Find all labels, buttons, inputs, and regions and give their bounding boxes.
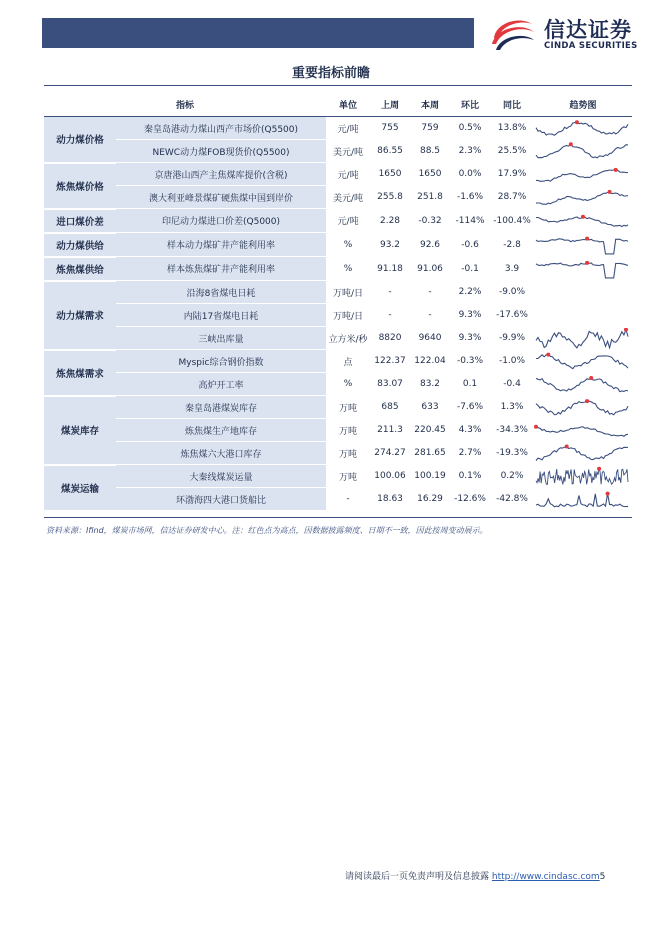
sparkline-high-point [606, 491, 610, 495]
wow-cell: 2.3% [450, 140, 490, 163]
trend-sparkline [534, 187, 630, 208]
sparkline-high-point [534, 424, 538, 428]
sparkline-series [536, 426, 628, 436]
trend-cell [534, 281, 632, 304]
indicator-table [44, 92, 632, 512]
table-row [44, 304, 632, 327]
wow-cell: -7.6% [450, 396, 490, 419]
trend-sparkline [534, 210, 630, 231]
last-week-cell: 86.55 [370, 140, 410, 163]
trend-sparkline [534, 466, 630, 487]
yoy-cell: -9.0% [490, 281, 534, 304]
trend-sparkline [534, 420, 630, 441]
sparkline-high-point [569, 142, 573, 146]
sparkline-series [536, 329, 628, 347]
last-week-cell: 122.37 [370, 350, 410, 373]
this-week-cell: 1650 [410, 163, 450, 186]
source-note: 资料来源：Ifind，煤炭市场网，信达证券研发中心。注：红色点为高点，因数据披露频度、日期不一致，因此按周变动展示。 [46, 526, 488, 535]
yoy-cell: -9.9% [490, 327, 534, 350]
trend-cell [534, 419, 632, 442]
table-header-row [44, 92, 632, 117]
yoy-cell: 13.8% [490, 117, 534, 140]
sparkline-series [536, 122, 628, 135]
category-label: 炼焦煤价格 [44, 163, 116, 209]
unit-cell: 万吨 [326, 419, 370, 442]
table-row [44, 373, 632, 396]
cinda-logo-icon [490, 14, 536, 54]
this-week-cell: 92.6 [410, 233, 450, 257]
trend-cell [534, 140, 632, 163]
trend-sparkline [534, 141, 630, 162]
last-week-cell: 8820 [370, 327, 410, 350]
this-week-cell: 16.29 [410, 488, 450, 511]
website-link[interactable]: http://www.cindasc.com [491, 872, 600, 882]
sparkline-series [536, 169, 628, 180]
indicator-name: 沿海8省煤电日耗 [116, 281, 326, 304]
table-row [44, 396, 632, 419]
page-number: 5 [599, 872, 606, 882]
header-last-week: 上周 [370, 92, 410, 117]
this-week-cell: 100.19 [410, 465, 450, 488]
trend-sparkline [534, 351, 630, 372]
sparkline-high-point [608, 189, 612, 193]
trend-cell [534, 373, 632, 396]
sparkline-high-point [575, 120, 579, 124]
trend-cell [534, 163, 632, 186]
sparkline-high-point [585, 237, 589, 241]
sparkline-high-point [589, 376, 593, 380]
sparkline-series [536, 263, 628, 278]
unit-cell: 美元/吨 [326, 186, 370, 209]
table-row [44, 419, 632, 442]
unit-cell: 元/吨 [326, 209, 370, 233]
last-week-cell: 1650 [370, 163, 410, 186]
yoy-cell: 25.5% [490, 140, 534, 163]
indicator-name: 秦皇岛港煤炭库存 [116, 396, 326, 419]
trend-sparkline [534, 164, 630, 185]
sparkline-series [536, 378, 628, 392]
sparkline-high-point [597, 466, 601, 470]
unit-cell: 万吨 [326, 396, 370, 419]
table-row [44, 257, 632, 281]
this-week-cell: - [410, 304, 450, 327]
this-week-cell: 759 [410, 117, 450, 140]
last-week-cell: 100.06 [370, 465, 410, 488]
wow-cell: -0.1 [450, 257, 490, 281]
sparkline-series [536, 354, 628, 368]
table-row [44, 209, 632, 233]
sparkline-series [536, 144, 628, 158]
indicator-name: 印尼动力煤进口价差(Q5000) [116, 209, 326, 233]
table-row [44, 350, 632, 373]
wow-cell: 0.5% [450, 117, 490, 140]
yoy-cell: 3.9 [490, 257, 534, 281]
table-row [44, 465, 632, 488]
category-label: 炼焦煤供给 [44, 257, 116, 281]
last-week-cell: - [370, 281, 410, 304]
sparkline-high-point [585, 261, 589, 265]
yoy-cell: -19.3% [490, 442, 534, 465]
table-row [44, 442, 632, 465]
sparkline-high-point [546, 352, 550, 356]
trend-cell [534, 304, 632, 327]
last-week-cell: 18.63 [370, 488, 410, 511]
trend-sparkline [534, 489, 630, 510]
trend-sparkline [534, 258, 630, 279]
last-week-cell: - [370, 304, 410, 327]
wow-cell: 0.0% [450, 163, 490, 186]
trend-cell [534, 209, 632, 233]
page-footer [345, 869, 605, 882]
header-bar [42, 18, 474, 48]
indicator-name: 样本炼焦煤矿井产能利用率 [116, 257, 326, 281]
indicator-name: NEWC动力煤FOB现货价(Q5500) [116, 140, 326, 163]
table-row [44, 281, 632, 304]
yoy-cell: 0.2% [490, 465, 534, 488]
last-week-cell: 755 [370, 117, 410, 140]
category-label: 进口煤价差 [44, 209, 116, 233]
last-week-cell: 274.27 [370, 442, 410, 465]
table-row [44, 488, 632, 511]
sparkline-series [536, 468, 628, 484]
logo-chinese-text: 信达证券 [544, 18, 632, 42]
unit-cell: % [326, 257, 370, 281]
wow-cell: 9.3% [450, 327, 490, 350]
sparkline-high-point [624, 328, 628, 332]
category-label: 动力煤需求 [44, 281, 116, 350]
sparkline-series [536, 446, 628, 460]
trend-sparkline [534, 443, 630, 464]
trend-cell [534, 186, 632, 209]
indicator-name: Myspic综合钢价指数 [116, 350, 326, 373]
table-bottom-divider [44, 517, 632, 518]
wow-cell: 2.7% [450, 442, 490, 465]
indicator-name: 高炉开工率 [116, 373, 326, 396]
indicator-name: 环渤海四大港口货船比 [116, 488, 326, 511]
category-label: 炼焦煤需求 [44, 350, 116, 396]
trend-sparkline [534, 234, 630, 255]
wow-cell: -114% [450, 209, 490, 233]
last-week-cell: 685 [370, 396, 410, 419]
trend-sparkline [534, 118, 630, 139]
table-row [44, 186, 632, 209]
sparkline-high-point [565, 444, 569, 448]
trend-sparkline [534, 374, 630, 395]
this-week-cell: 91.06 [410, 257, 450, 281]
indicator-name: 秦皇岛港动力煤山西产市场价(Q5500) [116, 117, 326, 140]
unit-cell: 元/吨 [326, 163, 370, 186]
trend-cell [534, 465, 632, 488]
yoy-cell: 17.9% [490, 163, 534, 186]
this-week-cell: 9640 [410, 327, 450, 350]
trend-sparkline [534, 397, 630, 418]
wow-cell: -12.6% [450, 488, 490, 511]
header-indicator: 指标 [44, 92, 326, 117]
unit-cell: 美元/吨 [326, 140, 370, 163]
this-week-cell: 220.45 [410, 419, 450, 442]
wow-cell: 4.3% [450, 419, 490, 442]
trend-cell [534, 257, 632, 281]
indicator-name: 炼焦煤生产地库存 [116, 419, 326, 442]
header-wow: 环比 [450, 92, 490, 117]
indicator-name: 样本动力煤矿井产能利用率 [116, 233, 326, 257]
unit-cell: % [326, 233, 370, 257]
header-trend: 趋势图 [534, 92, 632, 117]
trend-cell [534, 233, 632, 257]
unit-cell: 万吨/日 [326, 304, 370, 327]
logo-english-text: CINDA SECURITIES [544, 41, 638, 51]
sparkline-series [536, 493, 628, 506]
indicator-name: 大秦线煤炭运量 [116, 465, 326, 488]
trend-cell [534, 488, 632, 511]
trend-cell [534, 327, 632, 350]
this-week-cell: 281.65 [410, 442, 450, 465]
yoy-cell: -100.4% [490, 209, 534, 233]
page-title: 重要指标前瞻 [291, 66, 370, 81]
unit-cell: 万吨 [326, 465, 370, 488]
cinda-logo [490, 14, 640, 54]
category-label: 动力煤供给 [44, 233, 116, 257]
header-yoy: 同比 [490, 92, 534, 117]
table-row [44, 117, 632, 140]
last-week-cell: 211.3 [370, 419, 410, 442]
this-week-cell: 251.8 [410, 186, 450, 209]
sparkline-high-point [614, 167, 618, 171]
unit-cell: 立方米/秒 [326, 327, 370, 350]
title-divider [44, 85, 632, 86]
wow-cell: -0.6 [450, 233, 490, 257]
this-week-cell: -0.32 [410, 209, 450, 233]
wow-cell: 9.3% [450, 304, 490, 327]
yoy-cell: -1.0% [490, 350, 534, 373]
this-week-cell: 83.2 [410, 373, 450, 396]
category-label: 煤炭运输 [44, 465, 116, 511]
last-week-cell: 255.8 [370, 186, 410, 209]
yoy-cell: -42.8% [490, 488, 534, 511]
last-week-cell: 93.2 [370, 233, 410, 257]
this-week-cell: - [410, 281, 450, 304]
yoy-cell: -17.6% [490, 304, 534, 327]
header-this-week: 本周 [410, 92, 450, 117]
trend-cell [534, 117, 632, 140]
unit-cell: - [326, 488, 370, 511]
sparkline-high-point [585, 399, 589, 403]
indicator-name: 三峡出库量 [116, 327, 326, 350]
category-label: 煤炭库存 [44, 396, 116, 465]
header-unit: 单位 [326, 92, 370, 117]
wow-cell: 0.1% [450, 465, 490, 488]
yoy-cell: -2.8 [490, 233, 534, 257]
wow-cell: 2.2% [450, 281, 490, 304]
sparkline-series [536, 239, 628, 254]
indicator-name: 京唐港山西产主焦煤库提价(含税) [116, 163, 326, 186]
last-week-cell: 91.18 [370, 257, 410, 281]
last-week-cell: 83.07 [370, 373, 410, 396]
unit-cell: 元/吨 [326, 117, 370, 140]
yoy-cell: 1.3% [490, 396, 534, 419]
indicator-name: 内陆17省煤电日耗 [116, 304, 326, 327]
trend-cell [534, 350, 632, 373]
unit-cell: % [326, 373, 370, 396]
table-row [44, 163, 632, 186]
disclaimer-text: 请阅读最后一页免责声明及信息披露 [345, 872, 492, 882]
unit-cell: 点 [326, 350, 370, 373]
yoy-cell: 28.7% [490, 186, 534, 209]
unit-cell: 万吨/日 [326, 281, 370, 304]
yoy-cell: -34.3% [490, 419, 534, 442]
table-row [44, 140, 632, 163]
unit-cell: 万吨 [326, 442, 370, 465]
this-week-cell: 633 [410, 396, 450, 419]
table-row [44, 327, 632, 350]
trend-sparkline [534, 328, 630, 349]
wow-cell: 0.1 [450, 373, 490, 396]
indicator-name: 炼焦煤六大港口库存 [116, 442, 326, 465]
trend-cell [534, 396, 632, 419]
wow-cell: -0.3% [450, 350, 490, 373]
category-label: 动力煤价格 [44, 117, 116, 163]
wow-cell: -1.6% [450, 186, 490, 209]
table-row [44, 233, 632, 257]
sparkline-series [536, 191, 628, 203]
trend-cell [534, 442, 632, 465]
last-week-cell: 2.28 [370, 209, 410, 233]
this-week-cell: 88.5 [410, 140, 450, 163]
indicator-name: 澳大利亚峰景煤矿硬焦煤中国到岸价 [116, 186, 326, 209]
this-week-cell: 122.04 [410, 350, 450, 373]
sparkline-high-point [581, 215, 585, 219]
sparkline-series [536, 401, 628, 415]
yoy-cell: -0.4 [490, 373, 534, 396]
